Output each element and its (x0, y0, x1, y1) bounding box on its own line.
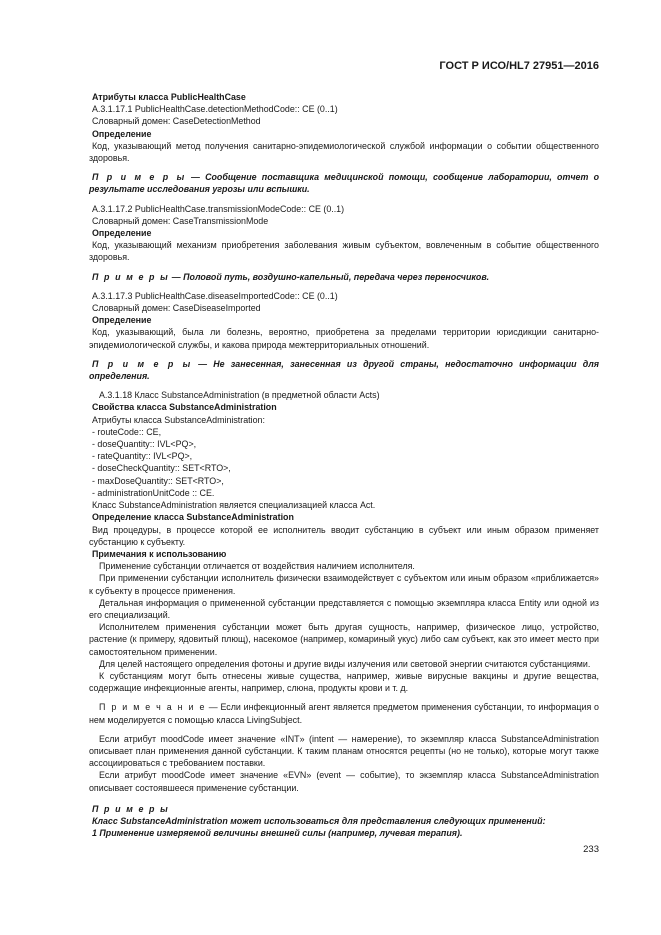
example-paragraph (89, 171, 599, 195)
definition-heading: Определение (92, 128, 152, 139)
usage-note: Применение субстанции отличается от воздействия наличием исполнителя. (99, 561, 415, 572)
example-paragraph (89, 358, 599, 382)
definition-text: Код, указывающий механизм приобретения заболевания живым субъектом, вовлеченным в событие общественного здоровья. (89, 240, 599, 263)
attribute-line: A.3.1.17.3 PublicHealthCase.diseaseImportedCode:: CE (0..1) (92, 290, 338, 301)
list-item: - rateQuantity:: IVL<PQ>, (92, 451, 193, 462)
domain-line: Словарный домен: CaseTransmissionMode (92, 215, 269, 226)
example-line: 1 Применение измеряемой величины внешней силы (например, лучевая терапия). (92, 828, 463, 839)
example-text: — Сообщение поставщика медицинской помощи, сообщение лаборатории, отчет о результате исследования угрозы или вспышки. (89, 172, 599, 195)
class-definition-heading: Определение класса SubstanceAdministration (92, 512, 294, 523)
usage-note: К субстанциям могут быть отнесены живые существа, например, живые вирусные вакцины и другие вещества, содержащие инфекционные агенты, например, слюна, продукты крови и т. д. (89, 670, 599, 694)
document-body (89, 91, 599, 839)
domain-line: Словарный домен: CaseDetectionMethod (92, 116, 261, 127)
list-item: - routeCode:: CE, (92, 426, 162, 437)
section-heading: Атрибуты класса PublicHealthCase (92, 92, 246, 102)
example-label: П р и м е р ы (92, 358, 192, 369)
class-definition-text: Вид процедуры, в процессе которой ее исполнитель вводит субстанцию в субъект или иным образом применяет субстанцию к субъекту. (89, 524, 599, 547)
definition-heading: Определение (92, 315, 152, 326)
usage-note: Для целей настоящего определения фотоны и другие виды излучения или световой энергии считаются субстанциями. (99, 658, 591, 669)
note-text: — Если инфекционный агент является предметом применения субстанции, то информация о нем моделируется с помощью класса LivingSubject. (89, 702, 599, 725)
note-label: П р и м е ч а н и е (99, 702, 207, 713)
examples-label: П р и м е р ы (92, 803, 170, 814)
example-line: Класс SubstanceAdministration может использоваться для представления следующих применений: (92, 815, 546, 826)
mood-evn-paragraph: Если атрибут moodCode имеет значение «EVN» (event — событие), то экземпляр класса SubstanceAdministration описывает состоявшееся применение субстанции. (89, 770, 599, 793)
list-item: - maxDoseQuantity:: SET<RTO>, (92, 475, 224, 486)
list-item: - doseQuantity:: IVL<PQ>, (92, 439, 197, 450)
usage-note: При применении субстанции исполнитель физически взаимодействует с субъектом или иным образом «приближается» к субъекту в процессе применения. (89, 573, 599, 596)
attribute-line: A.3.1.17.1 PublicHealthCase.detectionMethodCode:: CE (0..1) (92, 104, 338, 115)
usage-note: Исполнителем применения субстанции может быть другая сущность, например, физическое лицо, устройство, растение (к примеру, ядовитый плющ), насекомое (например, комариный укус) либо сам субъект, как это имеет место при самостоятельном применении. (89, 622, 599, 657)
class-title: A.3.1.18 Класс SubstanceAdministration (в предметной области Acts) (99, 390, 380, 401)
definition-text: Код, указывающий, была ли болезнь, вероятно, приобретена за пределами территории юрисдикции санитарно-эпидемиологической службы, и какова природа межтерриториальных отношений. (89, 327, 599, 350)
attribute-line: A.3.1.17.2 PublicHealthCase.transmissionModeCode:: CE (0..1) (92, 203, 345, 214)
definition-heading: Определение (92, 228, 152, 239)
mood-int-paragraph: Если атрибут moodCode имеет значение «INT» (intent — намерение), то экземпляр класса SubstanceAdministration описывает план применения данной субстанции. К таким планам относятся рецепты (но не только), которые могут также ассоциироваться с требованием поставки. (89, 733, 599, 769)
properties-heading: Свойства класса SubstanceAdministration (92, 402, 277, 413)
list-item: - doseCheckQuantity:: SET<RTO>, (92, 463, 231, 474)
specialization-note: Класс SubstanceAdministration является специализацией класса Act. (92, 500, 376, 511)
list-item: - administrationUnitCode :: CE. (92, 487, 215, 498)
usage-note: Детальная информация о примененной субстанции представляется с помощью экземпляра класса Entity или одной из его специализаций. (89, 597, 599, 620)
attribute-list (89, 426, 599, 499)
definition-text: Код, указывающий метод получения санитарно-эпидемиологической службой информации о событии общественного здоровья. (89, 140, 599, 164)
example-paragraph (89, 271, 599, 283)
example-text: — Половой путь, воздушно-капельный, передача через переносчиков. (169, 271, 490, 282)
note-paragraph (89, 701, 599, 725)
page-number: 233 (583, 844, 599, 855)
domain-line: Словарный домен: CaseDiseaseImported (92, 303, 261, 314)
usage-notes-heading: Примечания к использованию (92, 548, 227, 559)
example-label: П р и м е р ы (92, 172, 186, 183)
example-label: П р и м е р ы (92, 271, 170, 282)
attributes-label: Атрибуты класса SubstanceAdministration: (92, 414, 265, 425)
example-text: — Не занесенная, занесенная из другой страны, недостаточно информации для определения. (89, 358, 599, 382)
standard-header: ГОСТ Р ИСО/HL7 27951—2016 (439, 60, 599, 72)
